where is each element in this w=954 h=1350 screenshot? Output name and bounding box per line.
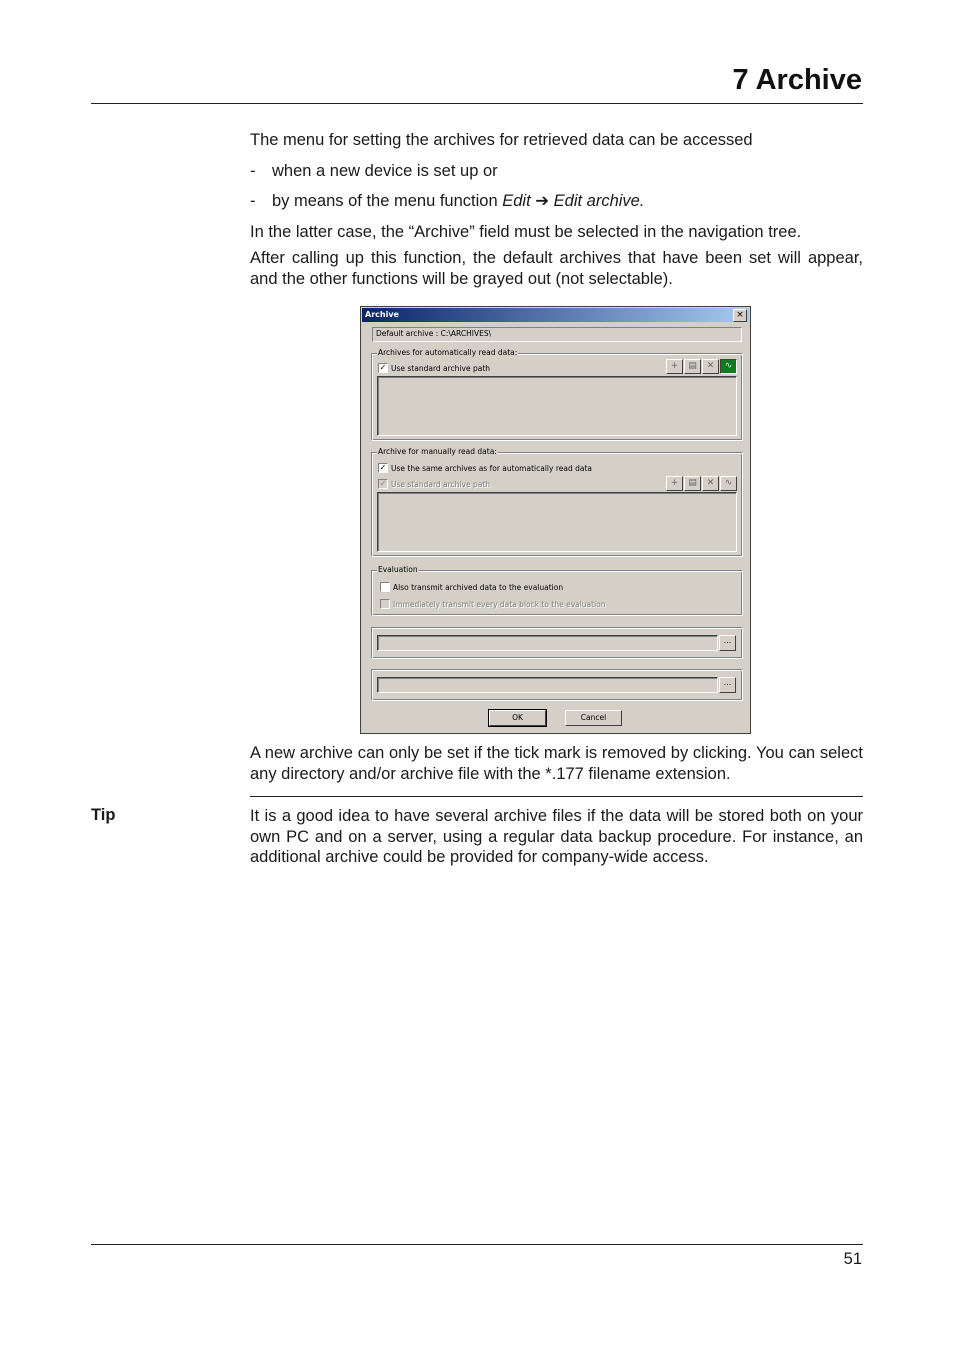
also-transmit-label: Also transmit archived data to the evaluation [393, 582, 564, 592]
manual-use-standard-row [378, 479, 490, 489]
manual-use-standard-label: Use standard archive path [391, 479, 491, 489]
auto-toolbar [666, 359, 737, 374]
delete-archive-icon[interactable]: ✕ [702, 359, 719, 374]
auto-archive-group [371, 348, 743, 441]
manual-use-same-checkbox[interactable]: ✓ [379, 463, 387, 472]
close-icon[interactable]: × [733, 309, 747, 322]
bullet-text: when a new device is set up or [272, 161, 498, 180]
edit-archive-icon[interactable]: ▤ [684, 359, 701, 374]
manual-use-same-row[interactable] [378, 463, 592, 473]
default-archive-field [372, 327, 742, 342]
header-rule [91, 103, 863, 104]
bullet-dash: - [250, 192, 256, 210]
add-archive-icon: + [666, 476, 683, 491]
tip-label: Tip [91, 806, 116, 824]
bullet-item [250, 191, 863, 212]
auto-archive-list[interactable] [377, 376, 737, 436]
page-number: 51 [843, 1250, 862, 1268]
path-input-2[interactable] [377, 677, 718, 693]
latter-case-paragraph: In the latter case, the “Archive” field must be selected in the navigation tree. [250, 222, 802, 241]
immediately-transmit-row [380, 599, 606, 609]
edit-archive-icon: ▤ [684, 476, 701, 491]
archive-dialog [360, 306, 751, 734]
dialog-titlebar [362, 308, 749, 322]
path-group-1 [371, 627, 743, 659]
add-archive-icon[interactable]: + [666, 359, 683, 374]
auto-use-standard-row[interactable] [378, 363, 490, 373]
footer-rule [91, 1244, 863, 1245]
tip-rule [250, 796, 863, 797]
cancel-button[interactable]: Cancel [565, 710, 622, 726]
menu-edit-archive: Edit archive. [553, 192, 645, 210]
also-transmit-checkbox[interactable] [380, 582, 390, 592]
evaluation-group [371, 565, 743, 616]
immediately-transmit-label: Immediately transmit every data block to the evaluation [393, 599, 606, 609]
evaluation-legend: Evaluation [378, 565, 418, 574]
manual-group-legend: Archive for manually read data: [378, 447, 497, 456]
bullet-dash: - [250, 161, 256, 180]
path-group-2 [371, 669, 743, 701]
manual-toolbar [666, 476, 737, 491]
ok-button[interactable]: OK [489, 710, 546, 726]
menu-arrow: ➔ [530, 192, 554, 210]
bullet-text [272, 191, 644, 212]
immediately-transmit-checkbox [380, 599, 390, 609]
graph-icon[interactable]: ∿ [720, 359, 737, 374]
intro-section [250, 130, 863, 289]
dialog-title: Archive [365, 310, 399, 319]
manual-archive-group [371, 447, 743, 557]
manual-use-standard-checkbox: ✓ [379, 479, 387, 488]
default-archive-text: Default archive : C:\ARCHIVES\ [376, 329, 492, 338]
after-dialog-text: A new archive can only be set if the tick mark is removed by clicking. You can select any directory and/or archive file with the *.177 filename extension. [250, 744, 863, 783]
graph-icon: ∿ [720, 476, 737, 491]
delete-archive-icon: ✕ [702, 476, 719, 491]
tip-text: It is a good idea to have several archive files if the data will be stored both on your own PC and on a server, using a regular data backup procedure. For instance, an additional archive could be provided for company-wide access. [250, 807, 863, 866]
path-input-1[interactable] [377, 635, 718, 651]
bullet-item [250, 161, 863, 182]
auto-group-legend: Archives for automatically read data: [378, 348, 518, 357]
bullet-text-prefix: by means of the menu function [272, 192, 503, 210]
menu-edit: Edit [502, 192, 531, 210]
chapter-title: 7 Archive [732, 64, 862, 96]
tip-paragraph [250, 806, 863, 868]
also-transmit-row[interactable] [380, 582, 563, 592]
browse-button-2[interactable]: ... [719, 677, 736, 693]
after-dialog-paragraph [250, 743, 863, 784]
manual-use-same-label: Use the same archives as for automatically read data [391, 463, 592, 473]
browse-button-1[interactable]: ... [719, 635, 736, 651]
auto-use-standard-label: Use standard archive path [391, 363, 491, 373]
after-calling-paragraph: After calling up this function, the default archives that have been set will appear, and the other functions will be grayed out (not selectable). [250, 249, 863, 288]
auto-use-standard-checkbox[interactable]: ✓ [379, 363, 387, 372]
manual-archive-list [377, 492, 737, 552]
intro-lead: The menu for setting the archives for retrieved data can be accessed [250, 131, 753, 149]
